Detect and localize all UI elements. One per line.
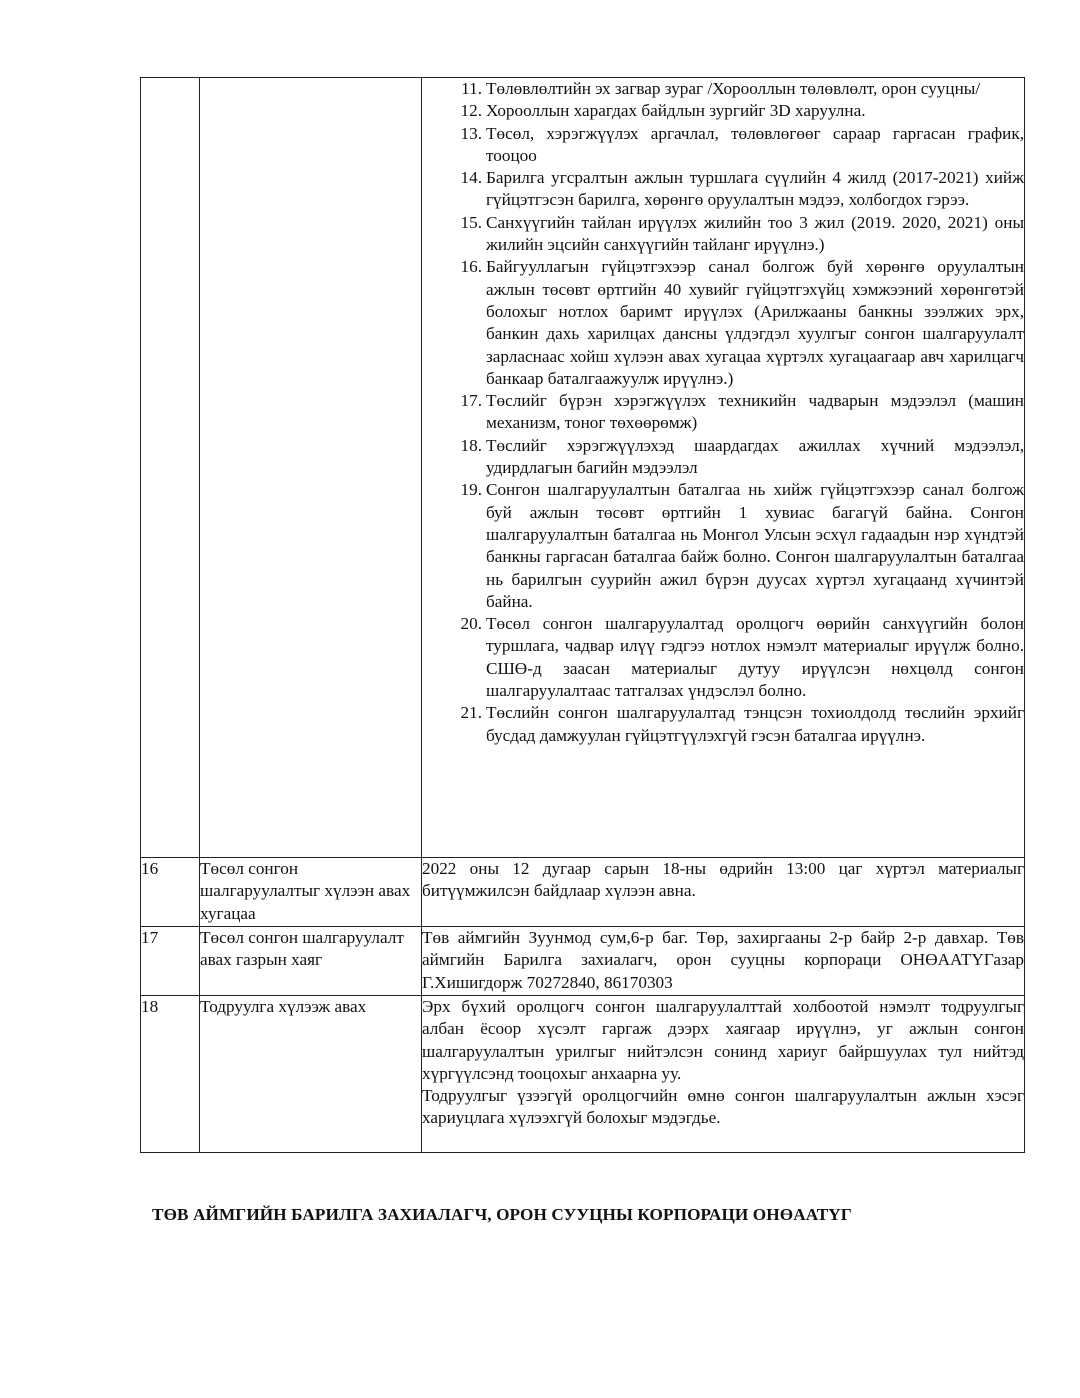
list-item-number: 20. [460,614,482,634]
list-item-text: Төслийг хэрэгжүүлэхэд шаардагдах ажиллах хүчний мэдээлэл, удирдлагын багийн мэдээлэл [486,435,1024,478]
row-label: Төсөл сонгон шалгаруулалтыг хүлээн авах хугацаа [200,858,422,927]
list-item-number: 15. [460,212,482,232]
list-item-text: Барилга угсралтын ажлын туршлага сүүлийн 4 жилд (2017-2021) хийж гүйцэтгэсэн барилга, хөрөнгө оруулалтын мэдээ, холбогдох гэрээ. [486,168,1024,210]
list-item [422,167,1024,212]
organization-signature: ТӨВ АЙМГИЙН БАРИЛГА ЗАХИАЛАГЧ, ОРОН СУУЦНЫ КОРПОРАЦИ ОНӨААТҮГ [152,1205,852,1224]
list-item [422,256,1024,390]
list-item [422,479,1024,613]
list-item-number: 21. [460,703,482,723]
list-item-number: 19. [460,480,482,500]
list-item-text: Төслийн сонгон шалгаруулалтад тэнцсэн тохиолдолд төслийн эрхийг бусдад дамжуулан гүйцэтгүүлэхгүй гэсэн баталгаа ирүүлнэ. [486,703,1024,745]
table-row [141,996,1025,1153]
list-item-text: Сонгон шалгаруулалтын баталгаа нь хийж гүйцэтгэхээр санал болгож буй ажлын төсөвт өртгийн 1 хувиас багагүй байна. Сонгон шалгаруулалтын баталгаа нь Монгол Улсын эсхүл гадаадын нэр хүндтэй банкны гаргасан баталгаа байж болно. Сонгон шалгаруулалтын баталгаа нь барилгын суурийн ажил бүрэн дуусах хүртэл хугацаанд хүчинтэй байна. [486,480,1024,611]
row-content [422,927,1025,996]
list-item-text: Төслийг бүрэн хэрэгжүүлэх техникийн чадварын мэдээлэл (машин механизм, тоног төхөөрөмж) [486,391,1024,433]
row-number: 17 [141,927,200,996]
row-number-cell [141,78,200,858]
list-item-text: Төлөвлөлтийн эх загвар зураг /Хорооллын төлөвлөлт, орон сууцны/ [486,79,981,98]
paragraph: Тодруулгыг үзээгүй оролцогчийн өмнө сонгон шалгаруулалтын ажлын хэсэг хариуцлага хүлээхгүй болохыг мэдэгдье. [422,1086,1024,1128]
row-content [422,996,1025,1153]
list-item [422,100,1024,122]
list-item-number: 17. [460,391,482,411]
list-item [422,613,1024,702]
row-number: 18 [141,996,200,1153]
list-item-number: 14. [460,168,482,188]
table-row [141,78,1025,858]
list-item-text: Хорооллын харагдах байдлын зургийг 3D харуулна. [486,101,866,121]
list-item [422,212,1024,257]
list-item [422,390,1024,435]
list-item-text: Байгууллагын гүйцэтгэхээр санал болгож буй хөрөнгө оруулалтын ажлын төсөвт өртгийн 40 хувийг гүйцэтгэхүйц хэмжээний хөрөнгөтэй болохыг нотлох баримт ирүүлэх (Арилжааны банкны зээлжих эрх, банкин дахь харилцах дансны үлдэгдэл хуулгыг сонгон шалгаруулалт зарласнаас хойш хүлээн авах хугацаа хүртэлх хугацаагаар авч харилцагч банкаар баталгаажуулж ирүүлнэ.) [486,257,1024,388]
paragraph: 2022 оны 12 дугаар сарын 18-ны өдрийн 13:00 цаг хүртэл материалыг битүүмжилсэн байдлаар хүлээн авна. [422,859,1024,901]
row-label: Тодруулга хүлээж авах [200,996,422,1153]
list-item [422,435,1024,480]
list-item-text: Төсөл, хэрэгжүүлэх аргачлал, төлөвлөгөөг сараар гаргасан график, тооцоо [486,123,1024,165]
table-row [141,927,1025,996]
row-number: 16 [141,858,200,927]
list-item-number: 13. [460,123,482,143]
list-item [422,702,1024,747]
paragraph: Эрх бүхий оролцогч сонгон шалгаруулалттай холбоотой нэмэлт тодруулгыг албан ёсоор хүсэлт гаргаж дээрх хаягаар ирүүлнэ, уг ажлын сонгон шалгаруулалтын урилгыг нийтэлсэн сонинд хариуг байршуулах тул нийтэд хүргүүлсэнд тооцохыг анхаарна уу. [422,997,1024,1083]
list-item-number: 18. [460,435,482,455]
list-item-text: Санхүүгийн тайлан ирүүлэх жилийн тоо 3 жил (2019. 2020, 2021) оны жилийн эцсийн санхүүгийн тайланг ирүүлнэ.) [486,212,1024,255]
list-item [422,123,1024,168]
paragraph: Төв аймгийн Зуунмод сум,6-р баг. Төр, захиргааны 2-р байр 2-р давхар. Төв аймгийн Барилга захиалагч, орон сууцны корпораци ОНӨААТҮГазар Г.Хишигдорж 70272840, 86170303 [422,928,1024,992]
row-content-cell [422,78,1025,858]
list-item-number: 16. [460,257,482,277]
requirements-table [140,77,1025,1153]
list-item [422,78,1024,100]
row-label-cell [200,78,422,858]
list-item-number: 11. [461,79,482,98]
row-label: Төсөл сонгон шалгаруулалт авах газрын хаяг [200,927,422,996]
row-content [422,858,1025,927]
list-item-number: 12. [460,101,482,121]
requirements-list [422,78,1024,747]
list-item-text: Төсөл сонгон шалгаруулалтад оролцогч өөрийн санхүүгийн болон туршлага, чадвар илүү гэдгээ нотлох нэмэлт материалыг ирүүлж болно. СШӨ-д заасан материалыг дутуу ирүүлсэн нөхцөлд сонгон шалгаруулалтаас татгалзах үндэслэл болно. [486,614,1024,701]
table-row [141,858,1025,927]
